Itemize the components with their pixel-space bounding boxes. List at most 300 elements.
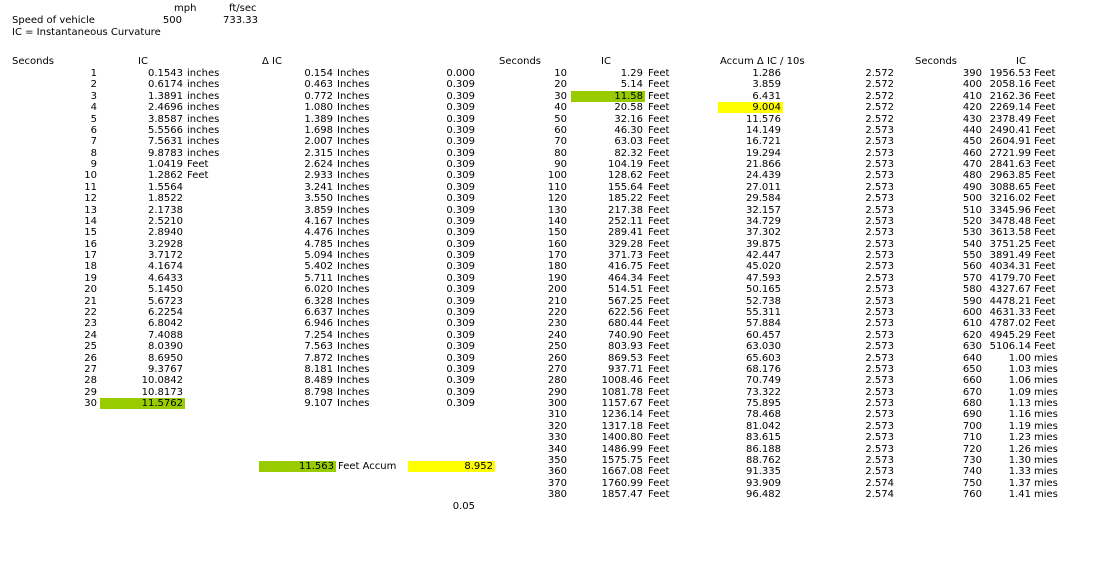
- ic-unit-cell[interactable]: mies: [1034, 387, 1058, 398]
- ic-value-cell[interactable]: 1157.67: [601, 398, 643, 409]
- ic-value-cell[interactable]: 622.56: [608, 307, 643, 318]
- seconds-cell[interactable]: 580: [962, 284, 982, 295]
- rate-cell[interactable]: 2.572: [865, 91, 894, 102]
- ic-value-cell[interactable]: 803.93: [608, 341, 643, 352]
- delta-ic-cell[interactable]: 6.637: [304, 307, 333, 318]
- ic-value-cell[interactable]: 8.6950: [148, 353, 183, 364]
- ic-value-cell[interactable]: 1.26: [1008, 444, 1031, 455]
- seconds-cell[interactable]: 720: [962, 444, 982, 455]
- ic-unit-cell[interactable]: inches: [187, 125, 220, 136]
- ic-unit-cell[interactable]: Feet: [1034, 227, 1056, 238]
- ic-value-cell[interactable]: 371.73: [608, 250, 643, 261]
- accum-cell[interactable]: 1.286: [752, 68, 781, 79]
- accum-cell[interactable]: 39.875: [746, 239, 781, 250]
- seconds-cell[interactable]: 280: [547, 375, 567, 386]
- ic-value-cell[interactable]: 46.30: [614, 125, 643, 136]
- delta-diff-cell[interactable]: 0.309: [446, 193, 475, 204]
- seconds-cell[interactable]: 1: [90, 68, 97, 79]
- seconds-cell[interactable]: 160: [547, 239, 567, 250]
- delta-diff-cell[interactable]: 0.309: [446, 353, 475, 364]
- ic-value-cell[interactable]: 1.3891: [148, 91, 183, 102]
- ic-value-cell[interactable]: 3478.48: [989, 216, 1031, 227]
- ic-unit-cell[interactable]: Feet: [648, 205, 670, 216]
- ic-unit-cell[interactable]: Feet: [648, 398, 670, 409]
- ic-unit-cell[interactable]: Feet: [1034, 79, 1056, 90]
- accum-cell[interactable]: 65.603: [746, 353, 781, 364]
- rate-cell[interactable]: 2.572: [865, 102, 894, 113]
- ic-unit-cell[interactable]: Feet: [1034, 261, 1056, 272]
- rate-cell[interactable]: 2.573: [865, 261, 894, 272]
- rate-cell[interactable]: 2.573: [865, 387, 894, 398]
- seconds-cell[interactable]: 380: [547, 489, 567, 500]
- seconds-cell[interactable]: 110: [547, 182, 567, 193]
- rate-cell[interactable]: 2.573: [865, 318, 894, 329]
- delta-ic-unit-cell[interactable]: Inches: [337, 375, 370, 386]
- delta-ic-cell[interactable]: 7.254: [304, 330, 333, 341]
- ic-value-cell[interactable]: 2.5210: [148, 216, 183, 227]
- ic-unit-cell[interactable]: Feet: [1034, 136, 1056, 147]
- delta-ic-cell[interactable]: 2.624: [304, 159, 333, 170]
- seconds-cell[interactable]: 470: [962, 159, 982, 170]
- ic-unit-cell[interactable]: inches: [187, 91, 220, 102]
- delta-ic-cell[interactable]: 7.563: [304, 341, 333, 352]
- seconds-cell[interactable]: 23: [84, 318, 97, 329]
- seconds-cell[interactable]: 670: [962, 387, 982, 398]
- fps-value-cell[interactable]: 733.33: [223, 15, 258, 26]
- seconds-cell[interactable]: 590: [962, 296, 982, 307]
- delta-diff-cell[interactable]: 0.309: [446, 170, 475, 181]
- accum-cell[interactable]: 42.447: [746, 250, 781, 261]
- accum-cell[interactable]: 11.576: [746, 114, 781, 125]
- delta-diff-cell[interactable]: 0.309: [446, 205, 475, 216]
- ic-value-cell[interactable]: 4945.29: [989, 330, 1031, 341]
- delta-ic-unit-cell[interactable]: Inches: [337, 193, 370, 204]
- delta-ic-cell[interactable]: 3.550: [304, 193, 333, 204]
- ic-unit-cell[interactable]: Feet: [648, 68, 670, 79]
- delta-ic-unit-cell[interactable]: Inches: [337, 136, 370, 147]
- seconds-cell[interactable]: 220: [547, 307, 567, 318]
- delta-diff-cell[interactable]: 0.309: [446, 387, 475, 398]
- ic-unit-cell[interactable]: Feet: [648, 341, 670, 352]
- seconds-cell[interactable]: 650: [962, 364, 982, 375]
- seconds-cell[interactable]: 24: [84, 330, 97, 341]
- seconds-cell[interactable]: 450: [962, 136, 982, 147]
- accum-cell[interactable]: 55.311: [746, 307, 781, 318]
- ic-value-cell[interactable]: 5106.14: [989, 341, 1031, 352]
- delta-ic-unit-cell[interactable]: Inches: [337, 353, 370, 364]
- seconds-cell[interactable]: 550: [962, 250, 982, 261]
- delta-ic-cell[interactable]: 6.020: [304, 284, 333, 295]
- feet-accum-value-cell[interactable]: 11.563: [259, 461, 336, 472]
- ic-value-cell[interactable]: 2963.85: [989, 170, 1031, 181]
- seconds-cell[interactable]: 620: [962, 330, 982, 341]
- ic-unit-cell[interactable]: mies: [1034, 353, 1058, 364]
- accum-cell[interactable]: 86.188: [746, 444, 781, 455]
- accum-cell[interactable]: 6.431: [752, 91, 781, 102]
- ic-unit-cell[interactable]: Feet: [187, 170, 209, 181]
- ic-unit-cell[interactable]: Feet: [648, 444, 670, 455]
- rate-cell[interactable]: 2.573: [865, 284, 894, 295]
- delta-ic-cell[interactable]: 1.698: [304, 125, 333, 136]
- seconds-cell[interactable]: 14: [84, 216, 97, 227]
- seconds-cell[interactable]: 17: [84, 250, 97, 261]
- ic-unit-cell[interactable]: Feet: [1034, 250, 1056, 261]
- rate-cell[interactable]: 2.573: [865, 193, 894, 204]
- ic-unit-cell[interactable]: Feet: [648, 466, 670, 477]
- seconds-cell[interactable]: 120: [547, 193, 567, 204]
- accum-cell[interactable]: 57.884: [746, 318, 781, 329]
- ic-value-cell[interactable]: 2490.41: [989, 125, 1031, 136]
- seconds-cell[interactable]: 90: [554, 159, 567, 170]
- ic-value-cell[interactable]: 2378.49: [989, 114, 1031, 125]
- accum-cell[interactable]: 75.895: [746, 398, 781, 409]
- delta-diff-cell[interactable]: 0.309: [446, 114, 475, 125]
- delta-ic-cell[interactable]: 8.181: [304, 364, 333, 375]
- accum-cell[interactable]: 29.584: [746, 193, 781, 204]
- seconds-cell[interactable]: 410: [962, 91, 982, 102]
- seconds-cell[interactable]: 180: [547, 261, 567, 272]
- seconds-cell[interactable]: 20: [554, 79, 567, 90]
- ic-unit-cell[interactable]: Feet: [1034, 182, 1056, 193]
- accum-cell[interactable]: 68.176: [746, 364, 781, 375]
- ic-unit-cell[interactable]: Feet: [648, 261, 670, 272]
- ic-value-cell[interactable]: 252.11: [608, 216, 643, 227]
- ic-value-cell[interactable]: 4478.21: [989, 296, 1031, 307]
- ic-unit-cell[interactable]: Feet: [648, 170, 670, 181]
- delta-ic-cell[interactable]: 2.933: [304, 170, 333, 181]
- delta-ic-unit-cell[interactable]: Inches: [337, 79, 370, 90]
- delta-ic-unit-cell[interactable]: Inches: [337, 102, 370, 113]
- rate-cell[interactable]: 2.572: [865, 79, 894, 90]
- accum-cell[interactable]: 37.302: [746, 227, 781, 238]
- seconds-cell[interactable]: 10: [84, 170, 97, 181]
- ic-value-cell[interactable]: 680.44: [608, 318, 643, 329]
- seconds-cell[interactable]: 22: [84, 307, 97, 318]
- ic-value-cell[interactable]: 416.75: [608, 261, 643, 272]
- seconds-cell[interactable]: 400: [962, 79, 982, 90]
- delta-diff-cell[interactable]: 0.309: [446, 239, 475, 250]
- delta-diff-cell[interactable]: 0.309: [446, 216, 475, 227]
- seconds-cell[interactable]: 310: [547, 409, 567, 420]
- ic-value-cell[interactable]: 329.28: [608, 239, 643, 250]
- ic-unit-cell[interactable]: mies: [1034, 455, 1058, 466]
- ic-value-cell[interactable]: 7.5631: [148, 136, 183, 147]
- rate-cell[interactable]: 2.573: [865, 296, 894, 307]
- ic-value-cell[interactable]: 2.1738: [148, 205, 183, 216]
- seconds-cell[interactable]: 7: [90, 136, 97, 147]
- ic-value-cell[interactable]: 1.37: [1008, 478, 1031, 489]
- seconds-cell[interactable]: 540: [962, 239, 982, 250]
- delta-ic-cell[interactable]: 4.167: [304, 216, 333, 227]
- seconds-cell[interactable]: 350: [547, 455, 567, 466]
- ic-unit-cell[interactable]: Feet: [1034, 205, 1056, 216]
- ic-value-cell[interactable]: 63.03: [614, 136, 643, 147]
- rate-cell[interactable]: 2.573: [865, 170, 894, 181]
- accum-cell[interactable]: 27.011: [746, 182, 781, 193]
- seconds-cell[interactable]: 60: [554, 125, 567, 136]
- delta-ic-cell[interactable]: 3.859: [304, 205, 333, 216]
- ic-unit-cell[interactable]: Feet: [648, 273, 670, 284]
- seconds-cell[interactable]: 750: [962, 478, 982, 489]
- ic-value-cell[interactable]: 1317.18: [601, 421, 643, 432]
- seconds-cell[interactable]: 290: [547, 387, 567, 398]
- ic-unit-cell[interactable]: Feet: [648, 193, 670, 204]
- ic-unit-cell[interactable]: mies: [1034, 375, 1058, 386]
- seconds-cell[interactable]: 16: [84, 239, 97, 250]
- ic-value-cell[interactable]: 9.3767: [148, 364, 183, 375]
- ic-unit-cell[interactable]: Feet: [648, 182, 670, 193]
- accum-cell[interactable]: 47.593: [746, 273, 781, 284]
- ic-value-cell[interactable]: 2269.14: [989, 102, 1031, 113]
- delta-diff-cell[interactable]: 0.309: [446, 250, 475, 261]
- seconds-cell[interactable]: 240: [547, 330, 567, 341]
- ic-value-cell[interactable]: 937.71: [608, 364, 643, 375]
- accum-cell[interactable]: 34.729: [746, 216, 781, 227]
- ic-unit-cell[interactable]: Feet: [648, 421, 670, 432]
- delta-ic-cell[interactable]: 0.463: [304, 79, 333, 90]
- ic-unit-cell[interactable]: Feet: [1034, 193, 1056, 204]
- feet-accum-delta-cell[interactable]: 8.952: [408, 461, 495, 472]
- ic-value-cell[interactable]: 217.38: [608, 205, 643, 216]
- ic-value-cell[interactable]: 1.5564: [148, 182, 183, 193]
- ic-unit-cell[interactable]: Feet: [1034, 216, 1056, 227]
- accum-cell[interactable]: 81.042: [746, 421, 781, 432]
- seconds-cell[interactable]: 440: [962, 125, 982, 136]
- rate-cell[interactable]: 2.573: [865, 136, 894, 147]
- accum-cell[interactable]: 60.457: [746, 330, 781, 341]
- delta-ic-unit-cell[interactable]: Inches: [337, 398, 370, 409]
- seconds-cell[interactable]: 6: [90, 125, 97, 136]
- seconds-cell[interactable]: 480: [962, 170, 982, 181]
- ic-value-cell[interactable]: 3751.25: [989, 239, 1031, 250]
- ic-value-cell[interactable]: 3891.49: [989, 250, 1031, 261]
- delta-ic-unit-cell[interactable]: Inches: [337, 114, 370, 125]
- ic-value-cell[interactable]: 1081.78: [601, 387, 643, 398]
- ic-value-cell[interactable]: 514.51: [608, 284, 643, 295]
- ic-value-cell[interactable]: 567.25: [608, 296, 643, 307]
- ic-unit-cell[interactable]: mies: [1034, 489, 1058, 500]
- ic-value-cell[interactable]: 1.13: [1008, 398, 1031, 409]
- ic-value-cell[interactable]: 4.1674: [148, 261, 183, 272]
- delta-ic-unit-cell[interactable]: Inches: [337, 91, 370, 102]
- delta-diff-cell[interactable]: 0.309: [446, 79, 475, 90]
- rate-cell[interactable]: 2.573: [865, 250, 894, 261]
- seconds-cell[interactable]: 340: [547, 444, 567, 455]
- seconds-cell[interactable]: 270: [547, 364, 567, 375]
- ic-value-cell[interactable]: 1575.75: [601, 455, 643, 466]
- rate-cell[interactable]: 2.573: [865, 353, 894, 364]
- delta-ic-unit-cell[interactable]: Inches: [337, 205, 370, 216]
- ic-value-cell[interactable]: 155.64: [608, 182, 643, 193]
- ic-value-cell[interactable]: 2604.91: [989, 136, 1031, 147]
- rate-cell[interactable]: 2.573: [865, 432, 894, 443]
- ic-value-cell[interactable]: 3613.58: [989, 227, 1031, 238]
- ic-unit-cell[interactable]: Feet: [648, 478, 670, 489]
- accum-cell[interactable]: 93.909: [746, 478, 781, 489]
- ic-value-cell[interactable]: 1.23: [1008, 432, 1031, 443]
- ic-unit-cell[interactable]: Feet: [1034, 318, 1056, 329]
- ic-value-cell[interactable]: 1.0419: [148, 159, 183, 170]
- ic-unit-cell[interactable]: Feet: [648, 239, 670, 250]
- ic-unit-cell[interactable]: Feet: [1034, 125, 1056, 136]
- ic-value-cell[interactable]: 3.7172: [148, 250, 183, 261]
- ic-value-cell[interactable]: 3088.65: [989, 182, 1031, 193]
- ic-value-cell[interactable]: 1.41: [1008, 489, 1031, 500]
- ic-unit-cell[interactable]: Feet: [648, 353, 670, 364]
- seconds-cell[interactable]: 360: [547, 466, 567, 477]
- ic-value-cell[interactable]: 1.29: [620, 68, 643, 79]
- seconds-cell[interactable]: 560: [962, 261, 982, 272]
- accum-cell[interactable]: 16.721: [746, 136, 781, 147]
- seconds-cell[interactable]: 4: [90, 102, 97, 113]
- extra-value-cell[interactable]: 0.05: [452, 501, 475, 512]
- ic-unit-cell[interactable]: Feet: [1034, 307, 1056, 318]
- seconds-cell[interactable]: 20: [84, 284, 97, 295]
- ic-value-cell[interactable]: 1857.47: [601, 489, 643, 500]
- ic-value-cell[interactable]: 185.22: [608, 193, 643, 204]
- ic-value-cell[interactable]: 4034.31: [989, 261, 1031, 272]
- ic-unit-cell[interactable]: Feet: [1034, 296, 1056, 307]
- ic-unit-cell[interactable]: Feet: [1034, 114, 1056, 125]
- rate-cell[interactable]: 2.573: [865, 227, 894, 238]
- seconds-cell[interactable]: 490: [962, 182, 982, 193]
- ic-unit-cell[interactable]: Feet: [648, 250, 670, 261]
- rate-cell[interactable]: 2.573: [865, 239, 894, 250]
- seconds-cell[interactable]: 19: [84, 273, 97, 284]
- delta-ic-cell[interactable]: 2.315: [304, 148, 333, 159]
- seconds-cell[interactable]: 70: [554, 136, 567, 147]
- rate-cell[interactable]: 2.573: [865, 409, 894, 420]
- ic-value-cell[interactable]: 82.32: [614, 148, 643, 159]
- seconds-cell[interactable]: 610: [962, 318, 982, 329]
- accum-cell[interactable]: 91.335: [746, 466, 781, 477]
- delta-ic-cell[interactable]: 6.946: [304, 318, 333, 329]
- ic-unit-cell[interactable]: mies: [1034, 444, 1058, 455]
- seconds-cell[interactable]: 760: [962, 489, 982, 500]
- ic-value-cell[interactable]: 3.8587: [148, 114, 183, 125]
- ic-unit-cell[interactable]: Feet: [1034, 159, 1056, 170]
- delta-ic-cell[interactable]: 1.389: [304, 114, 333, 125]
- ic-value-cell[interactable]: 3.2928: [148, 239, 183, 250]
- ic-unit-cell[interactable]: mies: [1034, 432, 1058, 443]
- delta-ic-cell[interactable]: 6.328: [304, 296, 333, 307]
- seconds-cell[interactable]: 9: [90, 159, 97, 170]
- rate-cell[interactable]: 2.572: [865, 114, 894, 125]
- seconds-cell[interactable]: 230: [547, 318, 567, 329]
- seconds-cell[interactable]: 130: [547, 205, 567, 216]
- ic-unit-cell[interactable]: inches: [187, 136, 220, 147]
- seconds-cell[interactable]: 26: [84, 353, 97, 364]
- rate-cell[interactable]: 2.573: [865, 125, 894, 136]
- ic-unit-cell[interactable]: Feet: [648, 387, 670, 398]
- ic-unit-cell[interactable]: Feet: [648, 216, 670, 227]
- ic-value-cell[interactable]: 2841.63: [989, 159, 1031, 170]
- ic-unit-cell[interactable]: mies: [1034, 398, 1058, 409]
- delta-diff-cell[interactable]: 0.309: [446, 125, 475, 136]
- delta-ic-cell[interactable]: 0.772: [304, 91, 333, 102]
- ic-value-cell[interactable]: 2162.36: [989, 91, 1031, 102]
- delta-diff-cell[interactable]: 0.309: [446, 375, 475, 386]
- seconds-cell[interactable]: 12: [84, 193, 97, 204]
- accum-cell[interactable]: 32.157: [746, 205, 781, 216]
- ic-unit-cell[interactable]: Feet: [648, 91, 670, 102]
- delta-ic-unit-cell[interactable]: Inches: [337, 273, 370, 284]
- ic-value-cell[interactable]: 10.8173: [141, 387, 183, 398]
- delta-ic-cell[interactable]: 7.872: [304, 353, 333, 364]
- delta-ic-unit-cell[interactable]: Inches: [337, 216, 370, 227]
- delta-ic-unit-cell[interactable]: Inches: [337, 387, 370, 398]
- delta-diff-cell[interactable]: 0.309: [446, 182, 475, 193]
- seconds-cell[interactable]: 510: [962, 205, 982, 216]
- ic-value-cell[interactable]: 4631.33: [989, 307, 1031, 318]
- ic-value-cell[interactable]: 3216.02: [989, 193, 1031, 204]
- ic-value-cell[interactable]: 1.33: [1008, 466, 1031, 477]
- ic-value-cell[interactable]: 0.1543: [148, 68, 183, 79]
- seconds-cell[interactable]: 140: [547, 216, 567, 227]
- accum-cell[interactable]: 96.482: [746, 489, 781, 500]
- ic-value-cell[interactable]: 6.2254: [148, 307, 183, 318]
- ic-value-cell[interactable]: 2.8940: [148, 227, 183, 238]
- delta-ic-unit-cell[interactable]: Inches: [337, 182, 370, 193]
- accum-cell[interactable]: 78.468: [746, 409, 781, 420]
- ic-value-cell[interactable]: 289.41: [608, 227, 643, 238]
- ic-value-cell[interactable]: 1400.80: [601, 432, 643, 443]
- rate-cell[interactable]: 2.573: [865, 148, 894, 159]
- ic-unit-cell[interactable]: Feet: [648, 79, 670, 90]
- ic-unit-cell[interactable]: Feet: [1034, 102, 1056, 113]
- accum-cell[interactable]: 70.749: [746, 375, 781, 386]
- delta-diff-cell[interactable]: 0.309: [446, 227, 475, 238]
- ic-unit-cell[interactable]: Feet: [648, 375, 670, 386]
- ic-unit-cell[interactable]: Feet: [648, 136, 670, 147]
- delta-ic-cell[interactable]: 5.711: [304, 273, 333, 284]
- rate-cell[interactable]: 2.573: [865, 159, 894, 170]
- ic-value-cell[interactable]: 7.4088: [148, 330, 183, 341]
- delta-ic-cell[interactable]: 4.785: [304, 239, 333, 250]
- accum-cell[interactable]: 9.004: [718, 102, 783, 113]
- ic-value-cell[interactable]: 4787.02: [989, 318, 1031, 329]
- rate-cell[interactable]: 2.573: [865, 307, 894, 318]
- delta-diff-cell[interactable]: 0.309: [446, 159, 475, 170]
- ic-value-cell[interactable]: 11.58: [571, 91, 645, 102]
- seconds-cell[interactable]: 5: [90, 114, 97, 125]
- seconds-cell[interactable]: 11: [84, 182, 97, 193]
- delta-ic-cell[interactable]: 1.080: [304, 102, 333, 113]
- rate-cell[interactable]: 2.573: [865, 444, 894, 455]
- ic-unit-cell[interactable]: mies: [1034, 478, 1058, 489]
- ic-unit-cell[interactable]: Feet: [648, 284, 670, 295]
- delta-diff-cell[interactable]: 0.309: [446, 307, 475, 318]
- ic-unit-cell[interactable]: inches: [187, 148, 220, 159]
- seconds-cell[interactable]: 30: [554, 91, 567, 102]
- seconds-cell[interactable]: 420: [962, 102, 982, 113]
- rate-cell[interactable]: 2.573: [865, 330, 894, 341]
- ic-unit-cell[interactable]: Feet: [648, 125, 670, 136]
- delta-diff-cell[interactable]: 0.309: [446, 296, 475, 307]
- delta-diff-cell[interactable]: 0.309: [446, 273, 475, 284]
- ic-unit-cell[interactable]: Feet: [648, 148, 670, 159]
- seconds-cell[interactable]: 680: [962, 398, 982, 409]
- seconds-cell[interactable]: 8: [90, 148, 97, 159]
- ic-value-cell[interactable]: 1008.46: [601, 375, 643, 386]
- rate-cell[interactable]: 2.573: [865, 205, 894, 216]
- ic-unit-cell[interactable]: inches: [187, 102, 220, 113]
- seconds-cell[interactable]: 500: [962, 193, 982, 204]
- ic-unit-cell[interactable]: Feet: [648, 307, 670, 318]
- seconds-cell[interactable]: 710: [962, 432, 982, 443]
- seconds-cell[interactable]: 390: [962, 68, 982, 79]
- delta-ic-cell[interactable]: 5.094: [304, 250, 333, 261]
